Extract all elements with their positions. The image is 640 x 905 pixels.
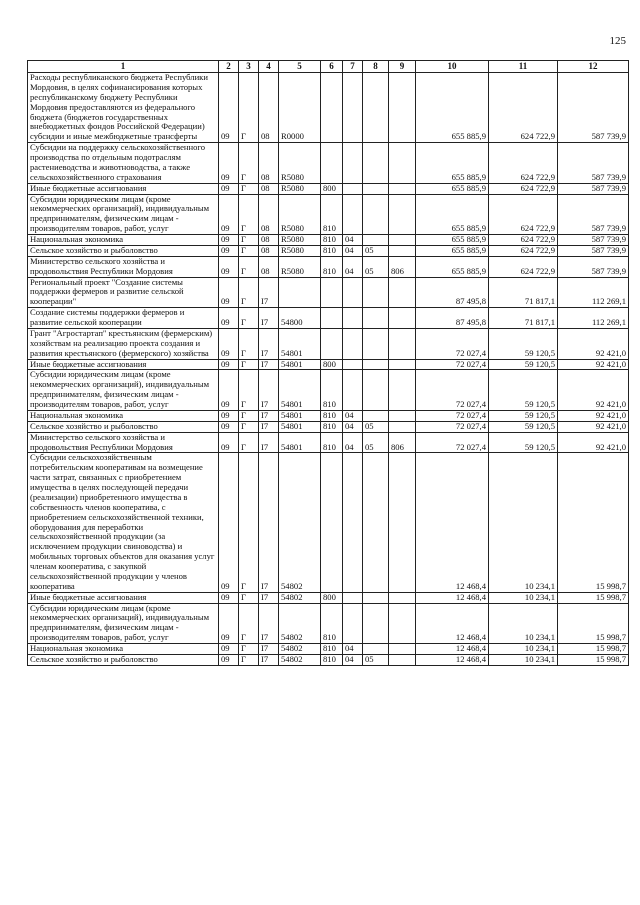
code-cell: 09 (219, 370, 239, 411)
row-description: Создание системы поддержки фермеров и развитие сельской кооперации (28, 308, 219, 329)
code-cell: Г (239, 256, 259, 277)
code-cell: Г (239, 183, 259, 194)
code-cell: Г (239, 603, 259, 644)
row-description: Сельское хозяйство и рыболовство (28, 654, 219, 665)
code-cell: 09 (219, 194, 239, 235)
amount-cell: 624 722,9 (489, 245, 558, 256)
code-cell: I7 (259, 453, 279, 592)
code-cell: 09 (219, 256, 239, 277)
code-cell (343, 453, 363, 592)
amount-cell: 71 817,1 (489, 308, 558, 329)
code-cell: 05 (363, 421, 389, 432)
code-cell: 09 (219, 235, 239, 246)
amount-cell: 15 998,7 (558, 654, 629, 665)
amount-cell: 72 027,4 (416, 410, 489, 421)
code-cell (343, 143, 363, 184)
code-cell: 810 (321, 245, 343, 256)
table-row (28, 235, 629, 246)
col-header: 7 (343, 61, 363, 73)
table-row (28, 421, 629, 432)
code-cell: R5080 (279, 143, 321, 184)
table-row (28, 644, 629, 655)
amount-cell: 15 998,7 (558, 592, 629, 603)
code-cell (363, 194, 389, 235)
amount-cell: 92 421,0 (558, 370, 629, 411)
code-cell: 806 (389, 256, 416, 277)
code-cell: 54802 (279, 453, 321, 592)
table-row (28, 194, 629, 235)
code-cell: Г (239, 328, 259, 359)
code-cell (343, 277, 363, 308)
code-cell: I7 (259, 359, 279, 370)
code-cell: I7 (259, 432, 279, 453)
code-cell: 810 (321, 370, 343, 411)
code-cell (389, 73, 416, 143)
code-cell: 04 (343, 235, 363, 246)
amount-cell: 655 885,9 (416, 235, 489, 246)
amount-cell: 59 120,5 (489, 359, 558, 370)
code-cell: 05 (363, 654, 389, 665)
table-row (28, 410, 629, 421)
code-cell (363, 359, 389, 370)
code-cell: 05 (363, 256, 389, 277)
code-cell: 54801 (279, 370, 321, 411)
row-description: Национальная экономика (28, 644, 219, 655)
code-cell: 54802 (279, 654, 321, 665)
amount-cell: 655 885,9 (416, 73, 489, 143)
row-description: Субсидии на поддержку сельскохозяйственного производства по отдельным подотраслям растениеводства и животноводства, а также сельскохозяйственного страхования (28, 143, 219, 184)
col-header: 5 (279, 61, 321, 73)
code-cell: 54801 (279, 432, 321, 453)
code-cell: 09 (219, 245, 239, 256)
row-description: Расходы республиканского бюджета Республики Мордовия, в целях софинансирования которых республиканскому бюджету Республики Мордовия предоставляются из федерального бюджета (бюджетов государственных внебюджетных фондов Российской Федерации) субсидии и иные межбюджетные трансферты (28, 73, 219, 143)
code-cell: 04 (343, 644, 363, 655)
code-cell: 810 (321, 432, 343, 453)
amount-cell: 59 120,5 (489, 421, 558, 432)
amount-cell: 112 269,1 (558, 277, 629, 308)
row-description: Субсидии юридическим лицам (кроме некоммерческих организаций), индивидуальным предпринимателям, физическим лицам - производителям товаров, работ, услуг (28, 603, 219, 644)
code-cell: Г (239, 592, 259, 603)
code-cell: 05 (363, 432, 389, 453)
table-row (28, 359, 629, 370)
code-cell (389, 194, 416, 235)
code-cell (321, 143, 343, 184)
code-cell: 800 (321, 183, 343, 194)
code-cell (363, 410, 389, 421)
code-cell (343, 592, 363, 603)
row-description: Иные бюджетные ассигнования (28, 592, 219, 603)
code-cell (363, 277, 389, 308)
code-cell (363, 603, 389, 644)
amount-cell: 12 468,4 (416, 654, 489, 665)
amount-cell: 624 722,9 (489, 256, 558, 277)
code-cell: R5080 (279, 256, 321, 277)
amount-cell: 587 739,9 (558, 245, 629, 256)
col-header: 1 (28, 61, 219, 73)
amount-cell: 624 722,9 (489, 235, 558, 246)
code-cell (389, 654, 416, 665)
code-cell: I7 (259, 603, 279, 644)
code-cell: Г (239, 194, 259, 235)
table-row (28, 183, 629, 194)
code-cell: R5080 (279, 183, 321, 194)
code-cell: I7 (259, 421, 279, 432)
amount-cell: 72 027,4 (416, 370, 489, 411)
table-row (28, 432, 629, 453)
code-cell: 08 (259, 235, 279, 246)
code-cell: Г (239, 421, 259, 432)
row-description: Субсидии сельскохозяйственным потребительским кооперативам на возмещение части затрат, связанных с приобретением имущества в целях последующей передачи (реализации) приобретенного имущества в собственность членов кооператива, с приобретением сельскохозяйственной техники, оборудования для переработки сельскохозяйственной продукции (за исключением продукции свиноводства) и мобильных торговых объектов для оказания услуг членам кооператива, с закупкой сельскохозяйственной продукции у членов кооператива (28, 453, 219, 592)
code-cell: 54802 (279, 592, 321, 603)
amount-cell: 655 885,9 (416, 194, 489, 235)
row-description: Субсидии юридическим лицам (кроме некоммерческих организаций), индивидуальным предпринимателям, физическим лицам - производителям товаров, работ, услуг (28, 194, 219, 235)
code-cell: 810 (321, 603, 343, 644)
table-row (28, 453, 629, 592)
code-cell (343, 183, 363, 194)
table-row (28, 256, 629, 277)
code-cell: I7 (259, 654, 279, 665)
amount-cell: 10 234,1 (489, 644, 558, 655)
code-cell (389, 328, 416, 359)
code-cell (389, 235, 416, 246)
amount-cell: 587 739,9 (558, 235, 629, 246)
code-cell: Г (239, 370, 259, 411)
amount-cell: 72 027,4 (416, 359, 489, 370)
code-cell (363, 235, 389, 246)
code-cell: R5080 (279, 245, 321, 256)
row-description: Иные бюджетные ассигнования (28, 183, 219, 194)
table-row (28, 245, 629, 256)
amount-cell: 92 421,0 (558, 328, 629, 359)
amount-cell: 624 722,9 (489, 194, 558, 235)
code-cell: 54801 (279, 410, 321, 421)
code-cell (321, 277, 343, 308)
code-cell: Г (239, 245, 259, 256)
code-cell (389, 644, 416, 655)
amount-cell: 655 885,9 (416, 245, 489, 256)
table-row (28, 603, 629, 644)
amount-cell: 71 817,1 (489, 277, 558, 308)
code-cell (389, 359, 416, 370)
code-cell: 810 (321, 654, 343, 665)
amount-cell: 624 722,9 (489, 183, 558, 194)
table-row (28, 143, 629, 184)
code-cell (363, 370, 389, 411)
amount-cell: 72 027,4 (416, 421, 489, 432)
amount-cell: 10 234,1 (489, 453, 558, 592)
table-row (28, 370, 629, 411)
row-description: Субсидии юридическим лицам (кроме некоммерческих организаций), индивидуальным предпринимателям, физическим лицам - производителям товаров, работ, услуг (28, 370, 219, 411)
code-cell: 04 (343, 245, 363, 256)
code-cell: 08 (259, 183, 279, 194)
code-cell: 810 (321, 410, 343, 421)
table-row (28, 277, 629, 308)
code-cell: 04 (343, 421, 363, 432)
amount-cell: 587 739,9 (558, 256, 629, 277)
code-cell: I7 (259, 410, 279, 421)
col-header: 8 (363, 61, 389, 73)
amount-cell: 624 722,9 (489, 143, 558, 184)
code-cell: 800 (321, 359, 343, 370)
amount-cell: 587 739,9 (558, 143, 629, 184)
code-cell (389, 308, 416, 329)
code-cell: 05 (363, 245, 389, 256)
table-row (28, 654, 629, 665)
code-cell (389, 370, 416, 411)
amount-cell: 72 027,4 (416, 328, 489, 359)
code-cell: 04 (343, 256, 363, 277)
amount-cell: 59 120,5 (489, 432, 558, 453)
row-description: Региональный проект "Создание системы поддержки фермеров и развитие сельской кооперации" (28, 277, 219, 308)
col-header: 10 (416, 61, 489, 73)
code-cell: 54802 (279, 603, 321, 644)
amount-cell: 12 468,4 (416, 453, 489, 592)
row-description: Сельское хозяйство и рыболовство (28, 245, 219, 256)
code-cell (343, 308, 363, 329)
code-cell: 09 (219, 277, 239, 308)
amount-cell: 15 998,7 (558, 453, 629, 592)
code-cell: 800 (321, 592, 343, 603)
code-cell (343, 194, 363, 235)
code-cell (343, 370, 363, 411)
budget-table (27, 60, 629, 666)
col-header: 4 (259, 61, 279, 73)
code-cell (363, 73, 389, 143)
code-cell: 09 (219, 73, 239, 143)
amount-cell: 72 027,4 (416, 432, 489, 453)
code-cell: 09 (219, 143, 239, 184)
col-header: 12 (558, 61, 629, 73)
code-cell (321, 453, 343, 592)
code-cell: 04 (343, 654, 363, 665)
code-cell: 08 (259, 256, 279, 277)
code-cell (343, 359, 363, 370)
code-cell: Г (239, 143, 259, 184)
code-cell: 08 (259, 143, 279, 184)
row-description: Национальная экономика (28, 410, 219, 421)
code-cell (321, 308, 343, 329)
col-header: 11 (489, 61, 558, 73)
table-row (28, 592, 629, 603)
amount-cell: 92 421,0 (558, 410, 629, 421)
code-cell: 54802 (279, 644, 321, 655)
code-cell: Г (239, 73, 259, 143)
code-cell: Г (239, 644, 259, 655)
amount-cell: 624 722,9 (489, 73, 558, 143)
code-cell (321, 328, 343, 359)
amount-cell: 587 739,9 (558, 183, 629, 194)
code-cell: 54801 (279, 421, 321, 432)
code-cell: I7 (259, 308, 279, 329)
code-cell: Г (239, 410, 259, 421)
row-description: Сельское хозяйство и рыболовство (28, 421, 219, 432)
amount-cell: 10 234,1 (489, 603, 558, 644)
code-cell (389, 410, 416, 421)
code-cell (343, 603, 363, 644)
amount-cell: 15 998,7 (558, 603, 629, 644)
code-cell (389, 592, 416, 603)
code-cell: Г (239, 308, 259, 329)
code-cell: 04 (343, 410, 363, 421)
code-cell (389, 183, 416, 194)
amount-cell: 12 468,4 (416, 592, 489, 603)
amount-cell: 587 739,9 (558, 194, 629, 235)
code-cell: 806 (389, 432, 416, 453)
code-cell: 09 (219, 421, 239, 432)
code-cell: I7 (259, 277, 279, 308)
code-cell: 09 (219, 410, 239, 421)
amount-cell: 87 495,8 (416, 308, 489, 329)
amount-cell: 112 269,1 (558, 308, 629, 329)
row-description: Национальная экономика (28, 235, 219, 246)
code-cell (389, 245, 416, 256)
code-cell: 09 (219, 432, 239, 453)
code-cell: I7 (259, 370, 279, 411)
code-cell: 54801 (279, 359, 321, 370)
code-cell: R5080 (279, 235, 321, 246)
code-cell: 54800 (279, 308, 321, 329)
code-cell (363, 308, 389, 329)
code-cell: 09 (219, 328, 239, 359)
amount-cell: 12 468,4 (416, 644, 489, 655)
amount-cell: 59 120,5 (489, 370, 558, 411)
page-number: 125 (609, 35, 626, 47)
code-cell: 810 (321, 421, 343, 432)
code-cell: Г (239, 277, 259, 308)
code-cell: I7 (259, 592, 279, 603)
code-cell: 08 (259, 245, 279, 256)
amount-cell: 15 998,7 (558, 644, 629, 655)
code-cell: Г (239, 359, 259, 370)
code-cell (389, 603, 416, 644)
code-cell (343, 73, 363, 143)
code-cell (363, 183, 389, 194)
amount-cell: 12 468,4 (416, 603, 489, 644)
code-cell: 810 (321, 235, 343, 246)
code-cell (389, 143, 416, 184)
code-cell: I7 (259, 644, 279, 655)
code-cell: Г (239, 654, 259, 665)
code-cell: I7 (259, 328, 279, 359)
code-cell: Г (239, 235, 259, 246)
row-description: Грант "Агростартап" крестьянским (фермерским) хозяйствам на реализацию проекта создания и развития крестьянского (фермерского) хозяйства (28, 328, 219, 359)
code-cell (389, 453, 416, 592)
table-row (28, 328, 629, 359)
table-row (28, 73, 629, 143)
code-cell: 09 (219, 453, 239, 592)
code-cell (363, 143, 389, 184)
header-row (28, 61, 629, 73)
code-cell (363, 328, 389, 359)
code-cell (279, 277, 321, 308)
code-cell: 810 (321, 256, 343, 277)
col-header: 6 (321, 61, 343, 73)
code-cell: 810 (321, 644, 343, 655)
code-cell: 04 (343, 432, 363, 453)
code-cell: R0000 (279, 73, 321, 143)
row-description: Министерство сельского хозяйства и продовольствия Республики Мордовия (28, 256, 219, 277)
table-body (28, 73, 629, 666)
amount-cell: 92 421,0 (558, 421, 629, 432)
code-cell (389, 421, 416, 432)
code-cell: 08 (259, 194, 279, 235)
amount-cell: 87 495,8 (416, 277, 489, 308)
col-header: 3 (239, 61, 259, 73)
code-cell (389, 277, 416, 308)
amount-cell: 92 421,0 (558, 432, 629, 453)
code-cell (363, 644, 389, 655)
amount-cell: 59 120,5 (489, 410, 558, 421)
code-cell: 09 (219, 592, 239, 603)
code-cell (343, 328, 363, 359)
code-cell: 09 (219, 359, 239, 370)
code-cell (363, 592, 389, 603)
amount-cell: 92 421,0 (558, 359, 629, 370)
code-cell: 09 (219, 654, 239, 665)
code-cell: Г (239, 453, 259, 592)
row-description: Министерство сельского хозяйства и продовольствия Республики Мордовия (28, 432, 219, 453)
amount-cell: 655 885,9 (416, 143, 489, 184)
code-cell: Г (239, 432, 259, 453)
code-cell: 09 (219, 603, 239, 644)
amount-cell: 10 234,1 (489, 592, 558, 603)
code-cell: 810 (321, 194, 343, 235)
col-header: 2 (219, 61, 239, 73)
col-header: 9 (389, 61, 416, 73)
amount-cell: 10 234,1 (489, 654, 558, 665)
code-cell: 08 (259, 73, 279, 143)
amount-cell: 655 885,9 (416, 183, 489, 194)
code-cell (321, 73, 343, 143)
code-cell: 54801 (279, 328, 321, 359)
code-cell: R5080 (279, 194, 321, 235)
code-cell: 09 (219, 308, 239, 329)
code-cell: 09 (219, 183, 239, 194)
amount-cell: 655 885,9 (416, 256, 489, 277)
row-description: Иные бюджетные ассигнования (28, 359, 219, 370)
amount-cell: 587 739,9 (558, 73, 629, 143)
table-row (28, 308, 629, 329)
code-cell: 09 (219, 644, 239, 655)
amount-cell: 59 120,5 (489, 328, 558, 359)
code-cell (363, 453, 389, 592)
